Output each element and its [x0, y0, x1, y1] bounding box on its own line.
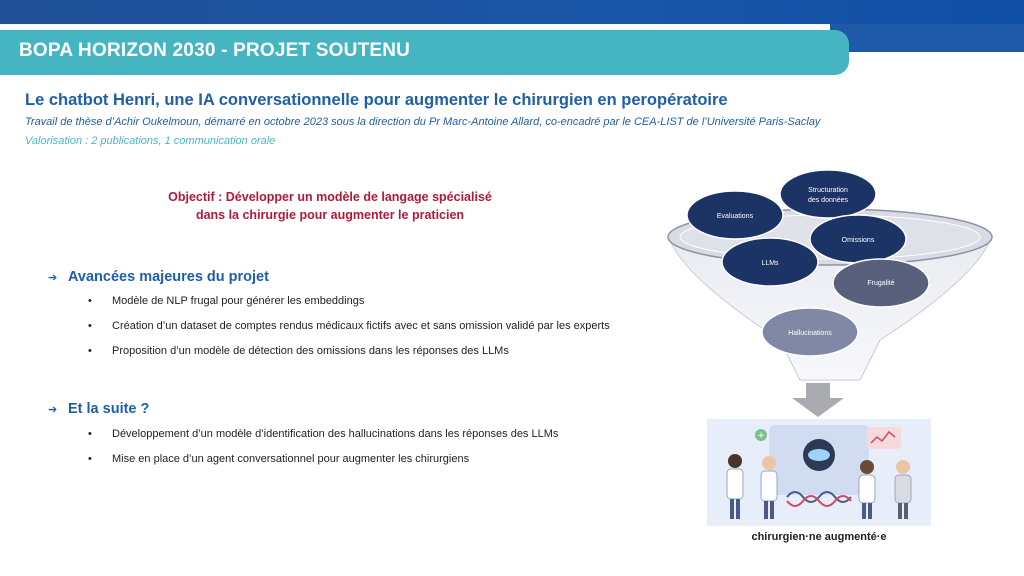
- bubble-label: Evaluations: [716, 213, 754, 220]
- down-arrow-icon: [792, 383, 844, 417]
- bubble-label: LLMs: [761, 260, 779, 267]
- bubble-structuration: [780, 170, 876, 218]
- plus-glyph: +: [757, 431, 765, 441]
- section-heading-label: Et la suite ?: [68, 401, 150, 417]
- slide-title: Le chatbot Henri, une IA conversationnelle pour augmenter le chirurgien en peropératoire: [25, 91, 728, 109]
- next-steps-bullet-list: [88, 427, 608, 477]
- banner-title: BOPA HORIZON 2030 - PROJET SOUTENU: [19, 40, 411, 61]
- arrow-icon: ➔: [48, 272, 58, 284]
- bullet-item: • Création d’un dataset de comptes rendus médicaux fictifs avec et sans omission validé par les experts: [88, 319, 668, 334]
- person-body-icon: [895, 475, 911, 503]
- banner-accent: [830, 24, 1024, 52]
- funnel-diagram: [660, 165, 1000, 425]
- objective-line-2: dans la chirurgie pour augmenter le praticien: [195, 208, 465, 222]
- bullet-item: • Proposition d’un modèle de détection des omissions dans les réponses des LLMs: [88, 344, 668, 359]
- section-heading-label: Avancées majeures du projet: [68, 269, 269, 285]
- top-color-bar: [0, 0, 1024, 24]
- section-heading-progress: [48, 269, 269, 285]
- bubble-label: Structuration: [808, 187, 848, 194]
- person-head-icon: [728, 454, 742, 468]
- valorisation-line: Valorisation : 2 publications, 1 communication orale: [25, 135, 276, 147]
- person-body-icon: [859, 475, 875, 503]
- bubble-label: des données: [807, 197, 849, 204]
- section-heading-next: [48, 401, 149, 417]
- robot-visor-icon: [808, 449, 830, 461]
- augmented-surgeon-illustration: [707, 419, 931, 526]
- person-body-icon: [761, 471, 777, 501]
- person-head-icon: [860, 460, 874, 474]
- illustration-caption: chirurgien·ne augmenté·e: [751, 531, 887, 543]
- bubble-label: Frugalité: [867, 280, 895, 287]
- objective-statement: [130, 188, 530, 224]
- header-banner: [0, 30, 849, 75]
- person-head-icon: [762, 456, 776, 470]
- person-body-icon: [727, 469, 743, 499]
- bubble-label: Hallucinations: [788, 330, 832, 337]
- objective-line-1: Objectif : Développer un modèle de langage spécialisé: [168, 190, 492, 204]
- bullet-item: • Modèle de NLP frugal pour générer les embeddings: [88, 294, 668, 309]
- arrow-icon: ➔: [48, 404, 58, 416]
- bullet-item: • Mise en place d’un agent conversationnel pour augmenter les chirurgiens: [88, 452, 608, 467]
- thesis-subtitle: Travail de thèse d’Achir Oukelmoun, démarré en octobre 2023 sous la direction du Pr Marc-Antoine Allard, co-encadré par le CEA-LIST de l’Université Paris-Saclay: [25, 116, 821, 128]
- progress-bullet-list: [88, 294, 668, 369]
- bullet-item: • Développement d’un modèle d’identification des hallucinations dans les réponses des LLMs: [88, 427, 608, 442]
- bubble-label: Omissions: [841, 237, 875, 244]
- person-head-icon: [896, 460, 910, 474]
